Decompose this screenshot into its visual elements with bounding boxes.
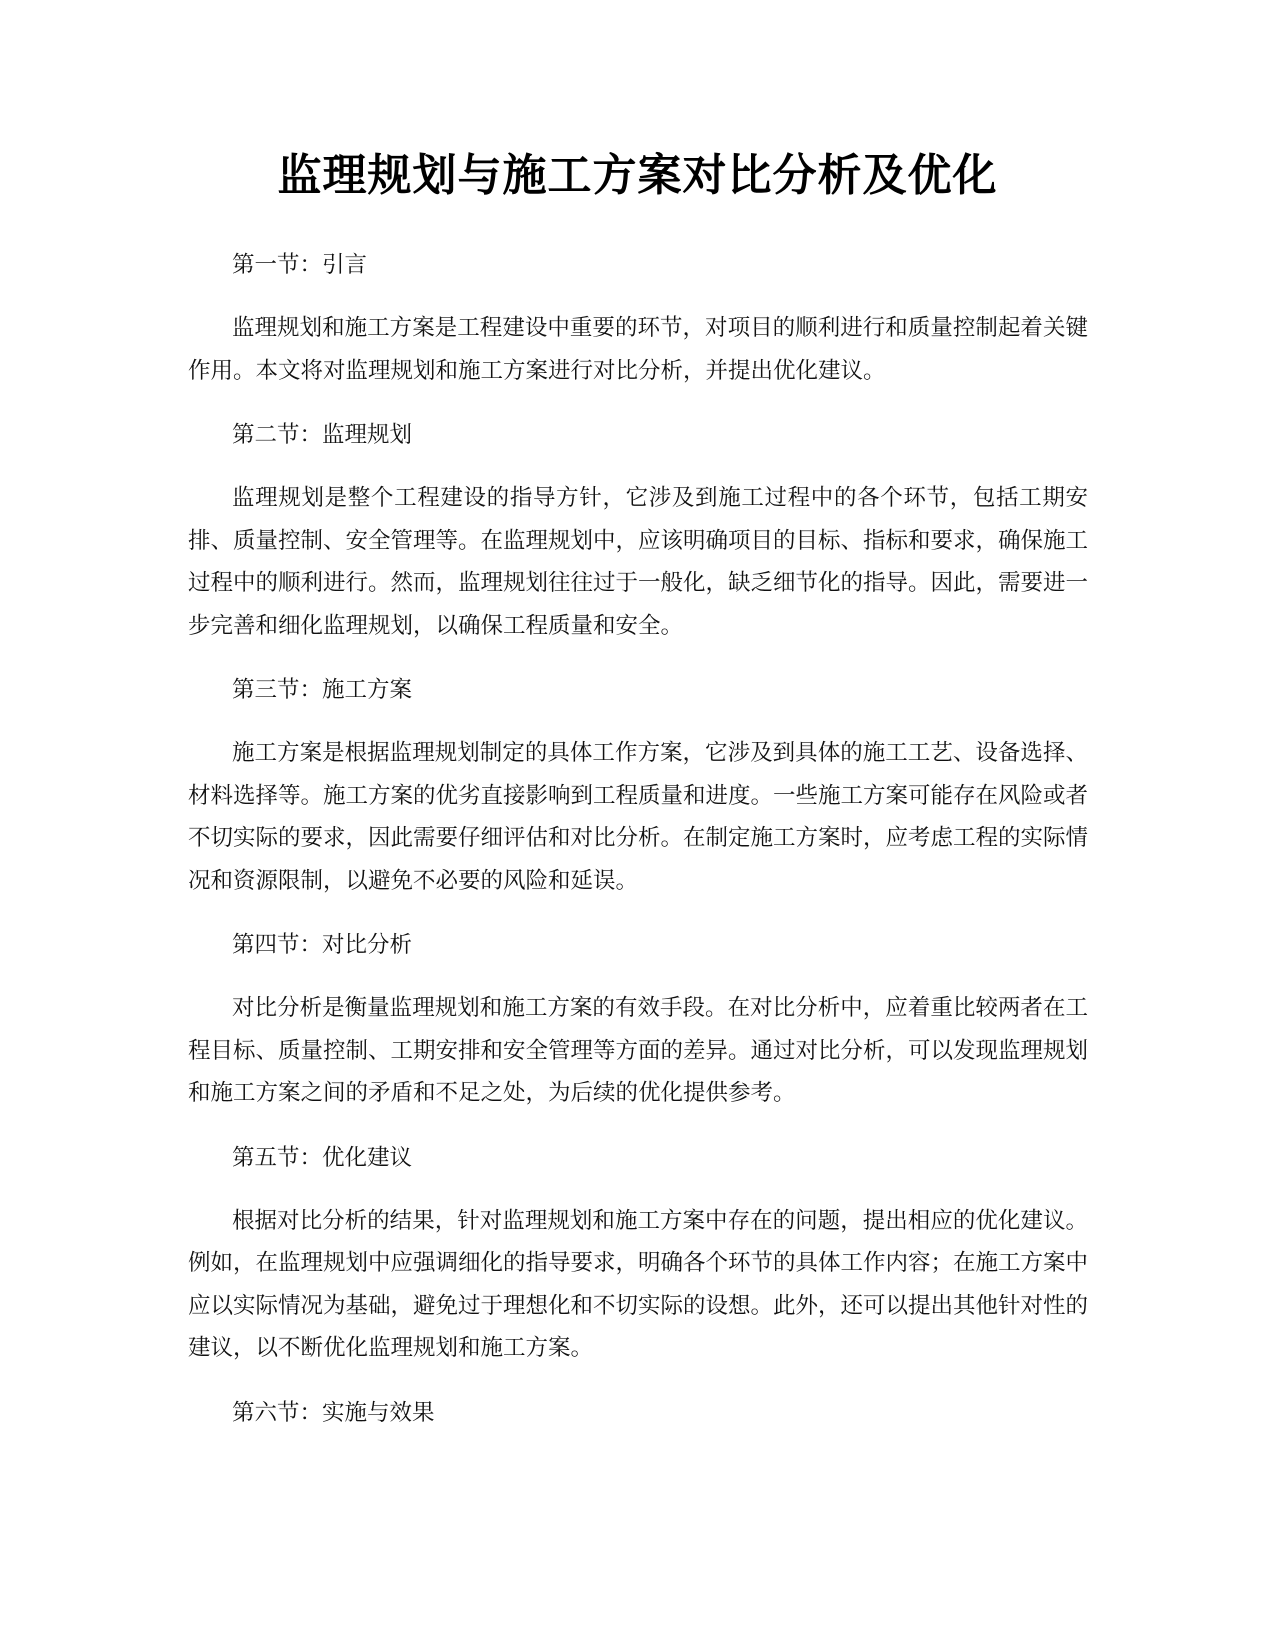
section-heading: 第五节：优化建议 — [232, 1144, 413, 1171]
section-heading: 第二节：监理规划 — [232, 422, 413, 448]
section-paragraph: 根据对比分析的结果，针对监理规划和施工方案中存在的问题，提出相应的优化建议。例如，在监理规划中应强调细化的指导要求，明确各个环节的具体工作内容；在施工方案中应以实际情况为基础，避免过于理想化和不切实际的设想。此外，还可以提出其他针对性的建议，以不断优化监理规划和施工方案。 — [188, 1207, 1089, 1361]
document-title: 监理规划与施工方案对比分析及优化 — [277, 150, 998, 201]
section-paragraph: 监理规划是整个工程建设的指导方针，它涉及到施工过程中的各个环节，包括工期安排、质量控制、安全管理等。在监理规划中，应该明确项目的目标、指标和要求，确保施工过程中的顺利进行。然而，监理规划往往过于一般化，缺乏细节化的指导。因此，需要进一步完善和细化监理规划，以确保工程质量和安全。 — [188, 485, 1089, 639]
section-heading: 第四节：对比分析 — [232, 932, 413, 958]
section-paragraph: 监理规划和施工方案是工程建设中重要的环节，对项目的顺利进行和质量控制起着关键作用。本文将对监理规划和施工方案进行对比分析，并提出优化建议。 — [188, 315, 1088, 384]
section-heading: 第一节：引言 — [232, 252, 368, 278]
section-paragraph: 施工方案是根据监理规划制定的具体工作方案，它涉及到具体的施工工艺、设备选择、材料选择等。施工方案的优劣直接影响到工程质量和进度。一些施工方案可能存在风险或者不切实际的要求，因此需要仔细评估和对比分析。在制定施工方案时，应考虑工程的实际情况和资源限制，以避免不必要的风险和延误。 — [188, 740, 1089, 894]
section-paragraph: 对比分析是衡量监理规划和施工方案的有效手段。在对比分析中，应着重比较两者在工程目标、质量控制、工期安排和安全管理等方面的差异。通过对比分析，可以发现监理规划和施工方案之间的矛盾和不足之处，为后续的优化提供参考。 — [188, 995, 1089, 1106]
section-heading: 第六节：实施与效果 — [232, 1399, 435, 1426]
document-body — [188, 244, 1088, 1434]
section-heading: 第三节：施工方案 — [232, 677, 413, 703]
